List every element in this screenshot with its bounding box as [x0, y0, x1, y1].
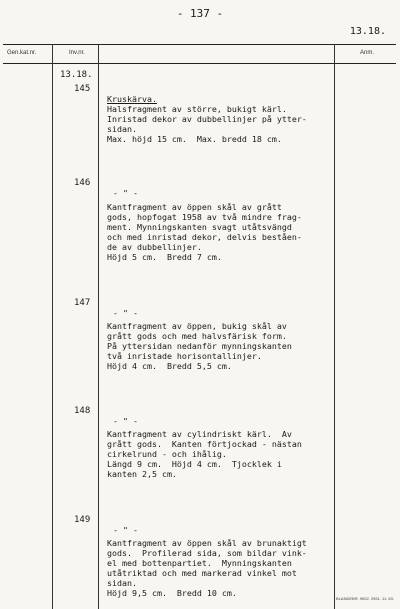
- entry-line: sidan.: [107, 578, 137, 588]
- entry-line: Höjd 9,5 cm. Bredd 10 cm.: [107, 588, 237, 598]
- entry-text: [107, 84, 307, 154]
- entry-line: cirkelrund - och ihålig.: [107, 449, 227, 459]
- entry-line: två inristade horisontallinjer.: [107, 351, 262, 361]
- entry-text: [107, 178, 302, 272]
- entry-line: - " -: [113, 308, 138, 318]
- entry-line: ment. Mynningskanten svagt utåtsvängd: [107, 222, 292, 232]
- entry-line: el med bottenpartiet. Mynningskanten: [107, 558, 292, 568]
- column-divider: [52, 44, 53, 609]
- entry-line: de av dubbellinjer.: [107, 242, 202, 252]
- entry-line: grått gods och med halvsfärisk form.: [107, 331, 287, 341]
- entry-line: Kantfragment av öppen skål av grått: [107, 202, 282, 212]
- entry-text: [107, 515, 307, 608]
- entry-number: 148: [74, 406, 91, 416]
- entry-line: På yttersidan nedanför mynningskanten: [107, 341, 292, 351]
- column-divider: [334, 44, 335, 609]
- page-number: - 137 -: [176, 7, 224, 20]
- group-label: 13.18.: [60, 70, 93, 80]
- entry-line: gods, hopfogat 1958 av två mindre frag-: [107, 212, 302, 222]
- print-footer: BLANDEBR. 9002. 2951. 11. 63.: [336, 596, 394, 601]
- entry-line: Höjd 5 cm. Bredd 7 cm.: [107, 252, 222, 262]
- entry-number: 145: [74, 84, 91, 94]
- entry-line: - " -: [113, 188, 138, 198]
- entry-line: Kantfragment av cylindriskt kärl. Av: [107, 429, 292, 439]
- catalog-ref: 13.18.: [349, 26, 386, 37]
- entry-text: [107, 298, 292, 381]
- entry-line: - " -: [113, 525, 138, 535]
- col-anm: Anm.: [360, 50, 375, 56]
- entry-line: sidan.: [107, 124, 137, 134]
- entry-line: gods. Profilerad sida, som bildar vink-: [107, 548, 307, 558]
- entry-text: [107, 406, 302, 489]
- entry-line: utåtriktad och med markerad vinkel mot: [107, 568, 297, 578]
- entry-number: 149: [74, 515, 91, 525]
- entry-line: - " -: [113, 416, 138, 426]
- col-inv: Inv.nr.: [69, 50, 85, 56]
- col-gen-kat: Gen.kat.nr.: [7, 50, 37, 56]
- entry-line: Kantfragment av öppen skål av brunaktigt: [107, 538, 307, 548]
- entry-line: kanten 2,5 cm.: [107, 469, 177, 479]
- entry-title: Kruskärva.: [107, 94, 157, 104]
- entry-line: Höjd 4 cm. Bredd 5,5 cm.: [107, 361, 232, 371]
- entry-line: Inristad dekor av dubbellinjer på ytter-: [107, 114, 307, 124]
- entry-number: 146: [74, 178, 91, 188]
- column-divider: [98, 44, 99, 609]
- entry-line: Kantfragment av öppen, bukig skål av: [107, 321, 287, 331]
- entry-line: Halsfragment av större, bukigt kärl.: [107, 104, 287, 114]
- entry-line: grått gods. Kanten förtjockad - nästan: [107, 439, 302, 449]
- entry-line: Max. höjd 15 cm. Max. bredd 18 cm.: [107, 134, 282, 144]
- entry-line: Längd 9 cm. Höjd 4 cm. Tjocklek i: [107, 459, 282, 469]
- entry-line: och med inristad dekor, delvis beståen-: [107, 232, 302, 242]
- column-header: [3, 44, 396, 64]
- entry-number: 147: [74, 298, 91, 308]
